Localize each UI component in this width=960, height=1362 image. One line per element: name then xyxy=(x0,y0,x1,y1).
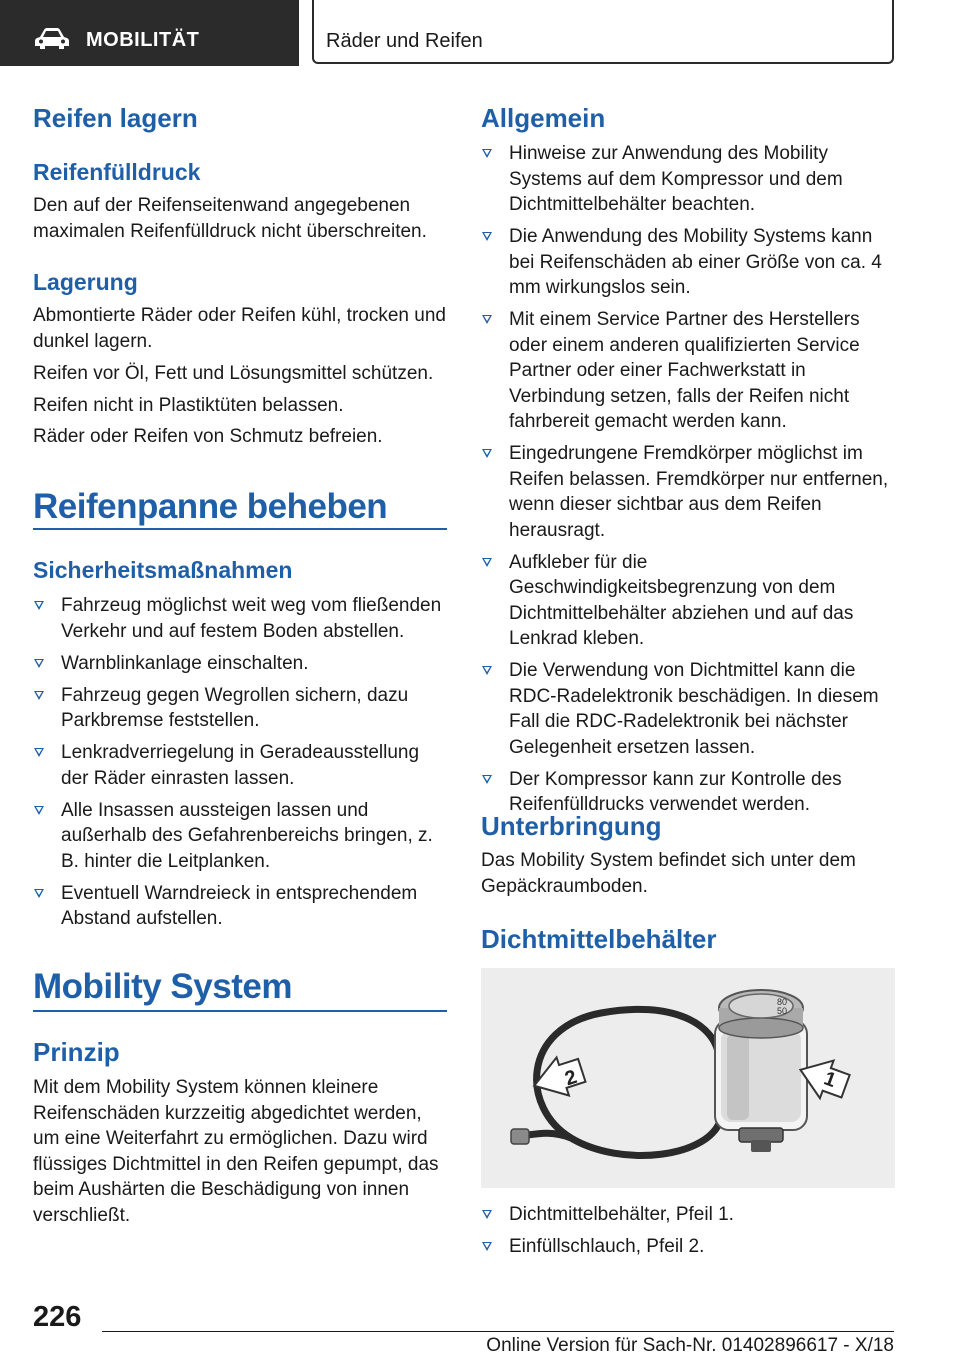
paragraph-prinzip: Mit dem Mobility System können kleinere Reifenschäden kurzzeitig abgedichtet werden, um eine Weiterfahrt zu ermöglichen. Dazu wird flüssiges Dichtmittel in den Reifen gepumpt, das beim Aushärten die Beschädigung von innen verschließt. xyxy=(33,1077,439,1226)
page-number: 226 xyxy=(33,1301,82,1333)
car-icon xyxy=(34,27,70,51)
bullet-triangle-icon xyxy=(34,806,44,815)
bullet-triangle-icon xyxy=(482,315,492,324)
heading-prinzip: Prinzip xyxy=(33,1037,120,1067)
heading-reifenfuelldruck: Reifenfülldruck xyxy=(33,159,201,185)
heading-rule xyxy=(33,1010,447,1012)
bullet-triangle-icon xyxy=(34,691,44,700)
list-item: Die Verwendung von Dichtmittel kann die RDC-Radelektronik beschädigen. In diesem Fall die RDC-Radelektronik bei nächster Gelegenheit ersetzen lassen. xyxy=(481,658,899,760)
bullet-triangle-icon xyxy=(34,748,44,757)
arrow-2-label: 2 xyxy=(562,1066,580,1091)
list-item: Alle Insassen aussteigen lassen und außerhalb des Gefahrenbereichs bringen, z. B. hinter die Leitplanken. xyxy=(33,798,451,875)
heading-sicherheitsmassnahmen: Sicherheitsmaßnahmen xyxy=(33,557,293,583)
heading-unterbringung: Unterbringung xyxy=(481,811,662,841)
bullet-triangle-icon xyxy=(482,232,492,241)
footer-rule xyxy=(102,1331,894,1332)
list-allgemein xyxy=(481,141,899,824)
sealant-container-illustration xyxy=(481,968,895,1188)
bullet-triangle-icon xyxy=(482,1242,492,1251)
list-item: Hinweise zur Anwendung des Mobility Systems auf dem Kompressor und dem Dichtmittelbehälter beachten. xyxy=(481,141,899,218)
list-item: Fahrzeug möglichst weit weg vom fließenden Verkehr und auf festem Boden abstellen. xyxy=(33,593,451,644)
heading-rule xyxy=(33,528,447,530)
header-section-title: MOBILITÄT xyxy=(86,29,200,51)
bullet-triangle-icon xyxy=(482,558,492,567)
list-item: Der Kompressor kann zur Kontrolle des Reifenfülldrucks verwendet werden. xyxy=(481,767,899,818)
paragraph-unterbringung: Das Mobility System befindet sich unter dem Gepäckraumboden. xyxy=(481,850,856,897)
heading-mobility-system: Mobility System xyxy=(33,967,292,1006)
paragraph-lagerung-2: Reifen vor Öl, Fett und Lösungsmittel schützen. xyxy=(33,363,434,384)
list-item: Warnblinkanlage einschalten. xyxy=(33,651,451,677)
paragraph-lagerung-1: Abmontierte Räder oder Reifen kühl, trocken und dunkel lagern. xyxy=(33,305,446,352)
bullet-triangle-icon xyxy=(482,149,492,158)
heading-allgemein: Allgemein xyxy=(481,103,606,133)
list-item: Einfüllschlauch, Pfeil 2. xyxy=(481,1234,895,1260)
bullet-triangle-icon xyxy=(34,601,44,610)
paragraph-reifenfuelldruck: Den auf der Reifenseitenwand angegebenen maximalen Reifenfülldruck nicht überschreiten. xyxy=(33,195,427,242)
bullet-triangle-icon xyxy=(482,1210,492,1219)
heading-reifen-lagern: Reifen lagern xyxy=(33,103,198,133)
heading-dichtmittelbehaelter: Dichtmittelbehälter xyxy=(481,924,717,954)
sealant-container-figure xyxy=(481,968,895,1188)
dial-label-50: 50 xyxy=(777,1006,788,1016)
bullet-triangle-icon xyxy=(482,775,492,784)
list-figure-legend xyxy=(481,1202,895,1266)
bullet-triangle-icon xyxy=(34,659,44,668)
heading-lagerung: Lagerung xyxy=(33,269,138,295)
arrow-1-label: 1 xyxy=(820,1067,839,1092)
list-item: Eingedrungene Fremdkörper möglichst im Reifen belassen. Fremdkörper nur entfernen, wenn dieser sichtbar aus dem Reifen herausragt. xyxy=(481,441,899,543)
list-sicherheitsmassnahmen xyxy=(33,593,451,938)
heading-reifenpanne-beheben: Reifenpanne beheben xyxy=(33,487,388,526)
header-section-tab xyxy=(0,0,299,66)
list-item: Mit einem Service Partner des Herstellers oder einem anderen qualifizierten Service Partner oder einer Fachwerkstatt in Verbindung setzen, falls der Reifen nicht fahrbereit gemacht werden kann. xyxy=(481,307,899,435)
bullet-triangle-icon xyxy=(482,666,492,675)
list-item: Die Anwendung des Mobility Systems kann bei Reifenschäden ab einer Größe von ca. 4 mm wirkungslos sein. xyxy=(481,224,899,301)
list-item: Dichtmittelbehälter, Pfeil 1. xyxy=(481,1202,895,1228)
paragraph-lagerung-3: Reifen nicht in Plastiktüten belassen. xyxy=(33,395,344,416)
dial-label-80: 80 xyxy=(777,997,788,1007)
paragraph-lagerung-4: Räder oder Reifen von Schmutz befreien. xyxy=(33,426,383,447)
list-item: Eventuell Warndreieck in entsprechendem Abstand aufstellen. xyxy=(33,881,451,932)
list-item: Fahrzeug gegen Wegrollen sichern, dazu Parkbremse feststellen. xyxy=(33,683,451,734)
footer-online-version: Online Version für Sach-Nr. 01402896617 - X/18 xyxy=(486,1335,894,1356)
header-chapter-tab xyxy=(312,0,894,64)
list-item: Lenkradverriegelung in Geradeausstellung der Räder einrasten lassen. xyxy=(33,740,451,791)
bullet-triangle-icon xyxy=(34,889,44,898)
bullet-triangle-icon xyxy=(482,449,492,458)
list-item: Aufkleber für die Geschwindigkeitsbegrenzung von dem Dichtmittelbehälter abziehen und auf das Lenkrad kleben. xyxy=(481,550,899,652)
header-chapter-title: Räder und Reifen xyxy=(326,30,483,52)
